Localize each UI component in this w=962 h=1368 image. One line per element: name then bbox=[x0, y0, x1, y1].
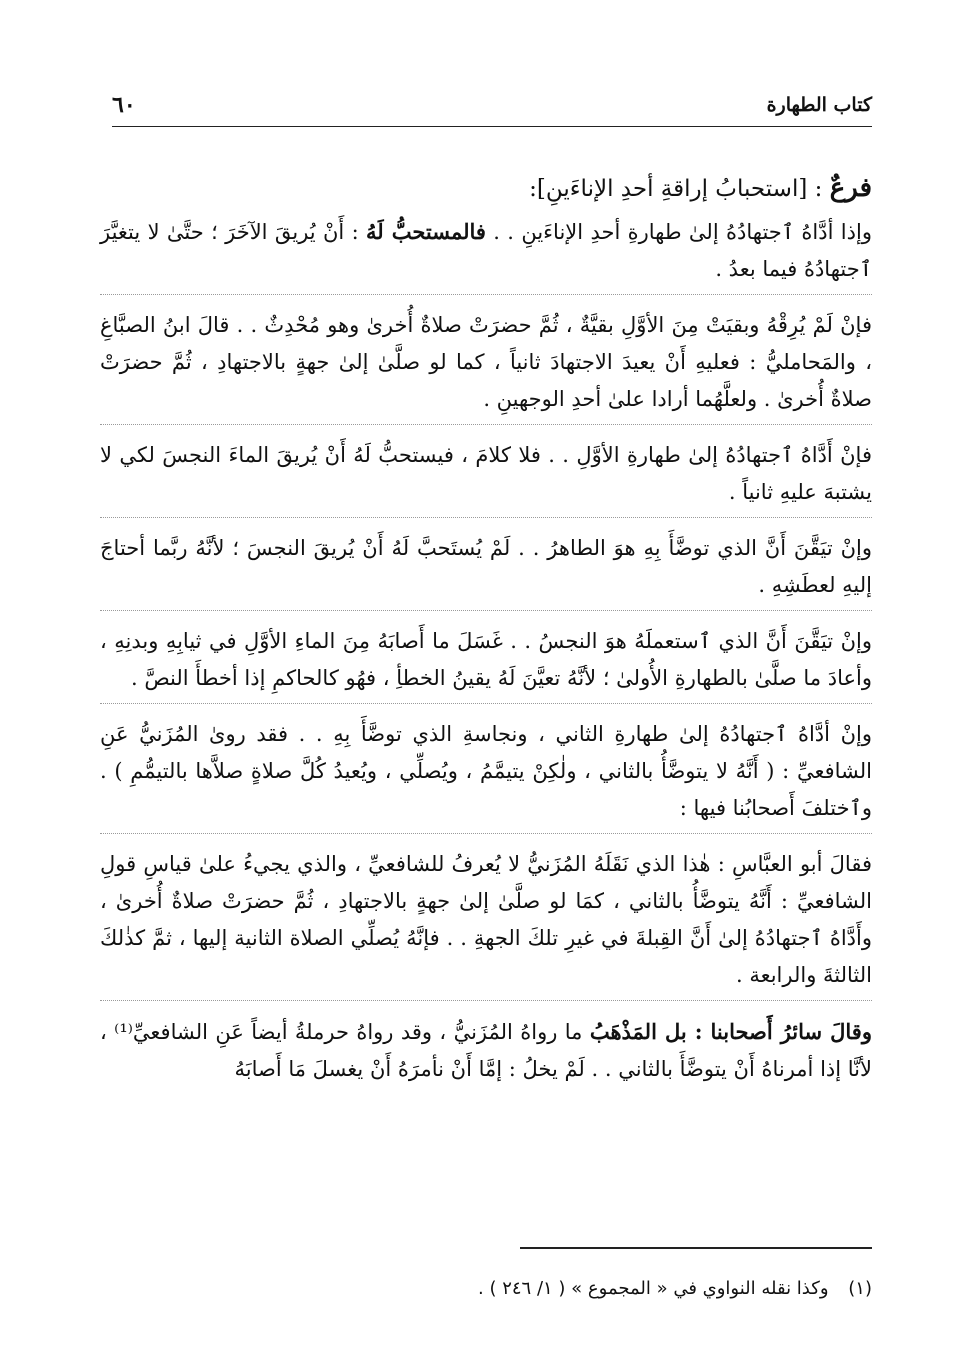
paragraph-8 bbox=[100, 1013, 872, 1094]
paragraph-text: وإنْ تيَقَّنَ أَنَّ الذي توضَّأَ بِهِ هوَ الطاهرُ . . لَمْ يُستَحبَّ لَهُ أَنْ يُريقَ النجسَ ؛ لأنَّهُ ربَّما أحتاجَ إليهِ لعطَشِهِ . bbox=[100, 536, 872, 597]
paragraph-text: : أَنْ يُريقَ الآخَرَ ؛ حتَّىٰ لا يتغيَّرَ ٱجتهادُهُ فيما بعدُ . bbox=[100, 220, 872, 281]
paragraph-4 bbox=[100, 530, 872, 611]
paragraph-7 bbox=[100, 846, 872, 1001]
paragraph-text: وإنْ أدَّاهُ ٱجتهادُهُ إلىٰ طهارةِ الثاني ، ونجاسةِ الذي توضَّأَ بِهِ . . فقد روىٰ المُزَنيُّ عَنِ الشافعيِّ : ( أَنَّهُ لا يتوضَّأُ بالثاني ، ولٰكِنْ يتيمَّمُ ، ويُصلِّي ، ويُعيدُ كُلَّ صلاةٍ صلاَّها بالتيمُّمِ ) . وٱختلفَ أَصحابُنا فيها : bbox=[100, 722, 872, 820]
footnote bbox=[100, 1278, 872, 1299]
section-heading bbox=[100, 168, 872, 209]
paragraph-text: ما رواهُ المُزَنيُّ ، وقد رواهُ حرملةُ أيضاً عَنِ الشافعيِّ⁽¹⁾ ، لأنَّا إذا أمرناهُ أَنْ يتوضَّأَ بالثاني . . لَمْ يخلُ : إمَّا أَنْ نأمرَهُ أَنْ يغسلَ مَا أَصابَهُ bbox=[100, 1020, 872, 1081]
paragraph-5 bbox=[100, 623, 872, 704]
paragraph-emphasis: فالمستحبُّ لَهُ bbox=[366, 219, 486, 244]
page-number: ٦٠ bbox=[112, 92, 136, 118]
footnote-divider bbox=[520, 1247, 872, 1249]
running-header bbox=[112, 92, 872, 127]
paragraph-text: وإنْ تيَقَّنَ أَنَّ الذي ٱستعملَهُ هوَ النجسُ . . غَسَلَ ما أَصابَهُ مِنَ الماءِ الأوَّلِ في ثيابِهِ وبدنِهِ ، وأعادَ ما صلَّىٰ بالطهارةِ الأُولىٰ ؛ لأنَّهُ تعيَّنَ لَهُ يقينُ الخطأِ ، فهُو كالحاكمِ إذا أخطأَ النصَّ . bbox=[100, 629, 872, 690]
paragraph-3 bbox=[100, 437, 872, 518]
paragraph-text: فإنْ لَمْ يُرِقْهُ وبقيَتْ مِنَ الأوَّلِ بقيَّةٌ ، ثُمَّ حضرَتْ صلاةٌ أُخرىٰ وهو مُحْدِثٌ . . قالَ ابنُ الصبَّاغِ ، والمَحامليُّ : فعليهِ أَنْ يعيدَ الاجتهادَ ثانياً ، كما لو صلَّىٰ إلىٰ جهةٍ بالاجتهادِ ، ثُمَّ حضرَتْ صلاةٌ أُخرىٰ . ولعلَّهُما أرادا علىٰ أحدِ الوجهينِ . bbox=[100, 313, 872, 411]
paragraph-text: فإنْ أَدَّاهُ ٱجتهادُهُ إلىٰ طهارةِ الأوَّلِ . . فلا كلامَ ، فيستحبُّ لَهُ أَنْ يُريقَ الماءَ النجسَ لكي لا يشتبهَ عليهِ ثانياً . bbox=[100, 443, 872, 504]
page-body bbox=[100, 168, 872, 1106]
paragraph-emphasis: وقالَ سائرُ أَصحابنا : بل المَذْهَبُ bbox=[589, 1019, 872, 1044]
footnote-number: (١) bbox=[848, 1278, 872, 1299]
section-label: فرعٌ bbox=[829, 173, 872, 203]
paragraph-text: فقالَ أبو العبَّاسِ : هٰذا الذي نَقَلَهُ المُزَنيُّ لا يُعرفُ للشافعيِّ ، والذي يجيءُ علىٰ قياسِ قولِ الشافعيِّ : أَنَّهُ يتوضَّأُ بالثاني ، كمَا لو صلَّىٰ إلىٰ جهةٍ بالاجتهادِ ، ثُمَّ حضرَتْ صلاةٌ أُخرىٰ ، وأَدَّاهُ ٱجتهادُهُ إلىٰ أَنَّ القِبلةَ في غيرِ تلكَ الجهةِ . . فإنَّهُ يُصلِّي الصلاة الثانية إليها ، ثمَّ كذٰلكَ الثالثةَ والرابعة . bbox=[100, 852, 872, 987]
paragraph-2 bbox=[100, 307, 872, 425]
paragraph-6 bbox=[100, 716, 872, 834]
paragraph-1 bbox=[100, 213, 872, 295]
footnote-text: وكذا نقله النواوي في « المجموع » ( ١/ ٢٤٦ ) . bbox=[478, 1278, 829, 1299]
section-title: : [استحبابُ إراقةِ أحدِ الإناءَينِ]: bbox=[529, 176, 823, 202]
paragraph-text: وإذا أدَّاهُ ٱجتهادُهُ إلىٰ طهارةِ أحدِ الإناءَينِ . . bbox=[493, 220, 872, 244]
book-title: كتاب الطهارة bbox=[766, 94, 872, 116]
